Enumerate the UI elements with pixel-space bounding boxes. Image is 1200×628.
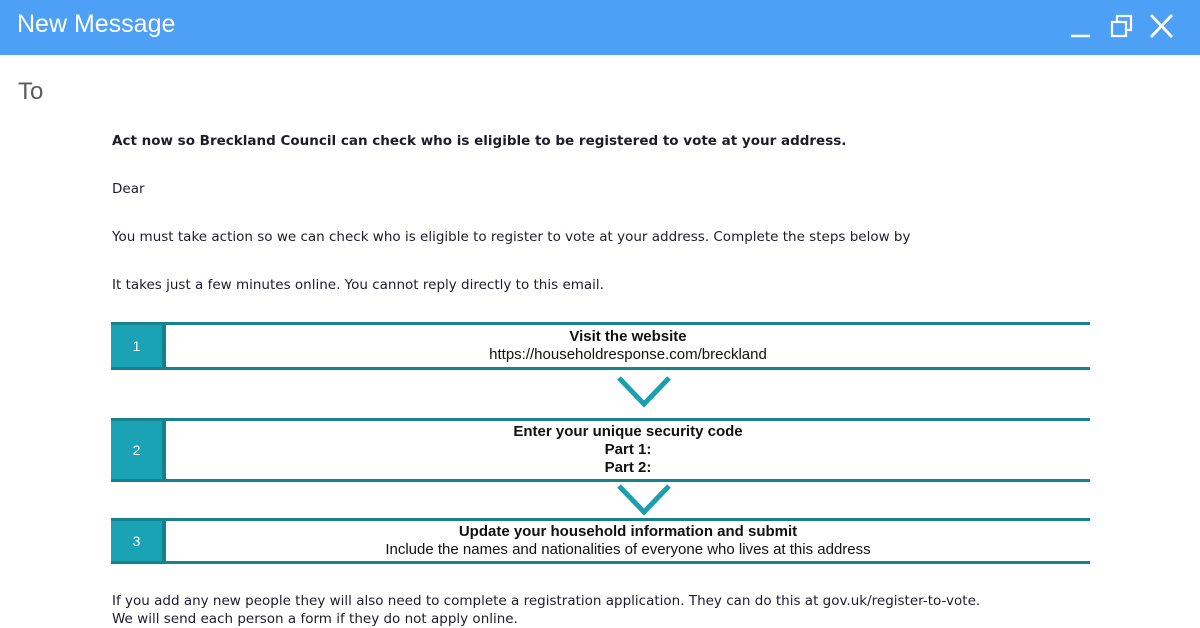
security-code-part-2: Part 2: [604,459,652,476]
window-title: New Message [17,10,176,38]
step-title: Enter your unique security code [513,423,743,440]
step-url[interactable]: https://householdresponse.com/breckland [489,346,767,363]
step-title: Update your household information and submit [458,523,798,540]
security-code-part-1: Part 1: [604,441,652,458]
step-3-box [111,518,1090,564]
step-title: Visit the website [569,328,687,345]
restore-button[interactable] [1105,10,1139,44]
minimize-button[interactable] [1063,10,1097,44]
title-bar [0,0,1200,55]
chevron-down-icon [616,482,672,516]
email-heading: Act now so Breckland Council can check who is eligible to be registered to vote at your address. [112,133,847,149]
step-number: 2 [111,421,166,479]
minimize-icon [1063,10,1097,44]
chevron-down-icon [616,374,672,408]
restore-icon [1105,10,1139,44]
close-button[interactable] [1145,10,1179,44]
close-icon [1145,10,1179,44]
email-footer-2: We will send each person a form if they do not apply online. [112,611,518,627]
step-2-box [111,418,1090,482]
to-field-label[interactable]: To [18,78,44,105]
email-paragraph-1: You must take action so we can check who is eligible to register to vote at your address. Complete the steps below by [112,229,911,245]
step-1-box [111,322,1090,370]
step-number: 3 [111,521,166,561]
step-number: 1 [111,325,166,367]
email-greeting: Dear [112,181,145,197]
step-description: Include the names and nationalities of everyone who lives at this address [385,541,871,558]
email-footer-1: If you add any new people they will also need to complete a registration application. They can do this at gov.uk/register-to-vote. [112,593,981,609]
email-paragraph-2: It takes just a few minutes online. You cannot reply directly to this email. [112,277,604,293]
